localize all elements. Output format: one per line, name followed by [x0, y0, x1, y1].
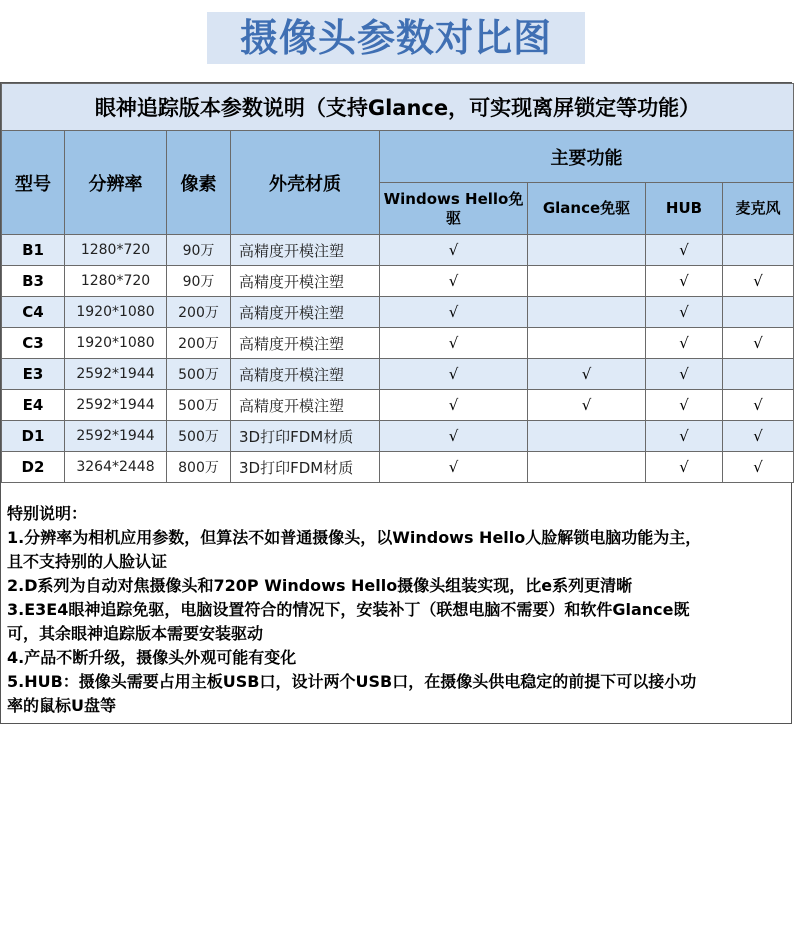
note-line: 3.E3E4眼神追踪免驱，电脑设置符合的情况下，安装补丁（联想电脑不需要）和软件Glance既 [7, 600, 690, 619]
note-line: 率的鼠标U盘等 [7, 696, 116, 715]
cell-glance [528, 235, 646, 266]
cell-windows-hello: √ [380, 390, 528, 421]
title-banner [207, 12, 585, 64]
cell-model: E4 [2, 390, 65, 421]
cell-mic: √ [723, 390, 794, 421]
header-windows-hello: Windows Hello免驱 [380, 183, 528, 235]
cell-windows-hello: √ [380, 421, 528, 452]
header-shell: 外壳材质 [231, 131, 380, 235]
spec-table [1, 83, 794, 483]
cell-pixels: 500万 [167, 390, 231, 421]
header-hub: HUB [646, 183, 723, 235]
cell-shell: 3D打印FDM材质 [231, 421, 380, 452]
table-row [2, 421, 794, 452]
cell-hub: √ [646, 328, 723, 359]
cell-model: B1 [2, 235, 65, 266]
cell-model: D2 [2, 452, 65, 483]
cell-shell: 高精度开模注塑 [231, 235, 380, 266]
cell-model: D1 [2, 421, 65, 452]
cell-shell: 高精度开模注塑 [231, 328, 380, 359]
cell-glance [528, 328, 646, 359]
header-mic: 麦克风 [723, 183, 794, 235]
cell-shell: 高精度开模注塑 [231, 297, 380, 328]
note-line: 4.产品不断升级，摄像头外观可能有变化 [7, 648, 297, 667]
cell-mic: √ [723, 452, 794, 483]
cell-windows-hello: √ [380, 297, 528, 328]
cell-glance [528, 266, 646, 297]
spec-sheet [0, 82, 792, 724]
cell-pixels: 200万 [167, 297, 231, 328]
note-line: 2.D系列为自动对焦摄像头和720P Windows Hello摄像头组装实现，比e系列更清晰 [7, 576, 633, 595]
cell-mic [723, 359, 794, 390]
cell-glance [528, 421, 646, 452]
cell-hub: √ [646, 266, 723, 297]
cell-resolution: 2592*1944 [65, 421, 167, 452]
cell-pixels: 500万 [167, 421, 231, 452]
header-glance: Glance免驱 [528, 183, 646, 235]
note-line: 可，其余眼神追踪版本需要安装驱动 [7, 624, 264, 643]
cell-hub: √ [646, 235, 723, 266]
cell-shell: 高精度开模注塑 [231, 359, 380, 390]
table-row [2, 452, 794, 483]
cell-windows-hello: √ [380, 359, 528, 390]
cell-resolution: 2592*1944 [65, 390, 167, 421]
cell-resolution: 2592*1944 [65, 359, 167, 390]
cell-mic: √ [723, 421, 794, 452]
table-row [2, 328, 794, 359]
cell-resolution: 1920*1080 [65, 297, 167, 328]
table-row [2, 359, 794, 390]
special-notes [7, 502, 787, 718]
cell-glance [528, 297, 646, 328]
note-line: 且不支持别的人脸认证 [7, 552, 168, 571]
table-subtitle: 眼神追踪版本参数说明（支持Glance，可实现离屏锁定等功能） [2, 84, 794, 131]
cell-model: C4 [2, 297, 65, 328]
header-model: 型号 [2, 131, 65, 235]
cell-shell: 高精度开模注塑 [231, 390, 380, 421]
cell-windows-hello: √ [380, 452, 528, 483]
cell-resolution: 1280*720 [65, 266, 167, 297]
cell-mic: √ [723, 266, 794, 297]
cell-shell: 3D打印FDM材质 [231, 452, 380, 483]
cell-hub: √ [646, 452, 723, 483]
cell-windows-hello: √ [380, 328, 528, 359]
header-pixels: 像素 [167, 131, 231, 235]
table-row [2, 235, 794, 266]
cell-pixels: 200万 [167, 328, 231, 359]
cell-hub: √ [646, 421, 723, 452]
cell-resolution: 3264*2448 [65, 452, 167, 483]
header-functions: 主要功能 [380, 131, 794, 183]
cell-pixels: 500万 [167, 359, 231, 390]
cell-windows-hello: √ [380, 266, 528, 297]
table-row [2, 266, 794, 297]
table-row [2, 297, 794, 328]
table-row [2, 390, 794, 421]
cell-pixels: 800万 [167, 452, 231, 483]
cell-hub: √ [646, 359, 723, 390]
cell-resolution: 1920*1080 [65, 328, 167, 359]
cell-mic [723, 235, 794, 266]
cell-windows-hello: √ [380, 235, 528, 266]
cell-mic [723, 297, 794, 328]
cell-pixels: 90万 [167, 235, 231, 266]
cell-model: B3 [2, 266, 65, 297]
note-line: 1.分辨率为相机应用参数，但算法不如普通摄像头，以Windows Hello人脸解锁电脑功能为主， [7, 528, 702, 547]
page-title: 摄像头参数对比图 [239, 16, 552, 60]
cell-hub: √ [646, 297, 723, 328]
cell-glance: √ [528, 359, 646, 390]
cell-model: C3 [2, 328, 65, 359]
cell-pixels: 90万 [167, 266, 231, 297]
notes-heading: 特别说明： [7, 504, 88, 523]
cell-glance: √ [528, 390, 646, 421]
cell-resolution: 1280*720 [65, 235, 167, 266]
cell-shell: 高精度开模注塑 [231, 266, 380, 297]
note-line: 5.HUB：摄像头需要占用主板USB口，设计两个USB口，在摄像头供电稳定的前提下可以接小功 [7, 672, 697, 691]
cell-hub: √ [646, 390, 723, 421]
cell-mic: √ [723, 328, 794, 359]
cell-glance [528, 452, 646, 483]
header-resolution: 分辨率 [65, 131, 167, 235]
cell-model: E3 [2, 359, 65, 390]
